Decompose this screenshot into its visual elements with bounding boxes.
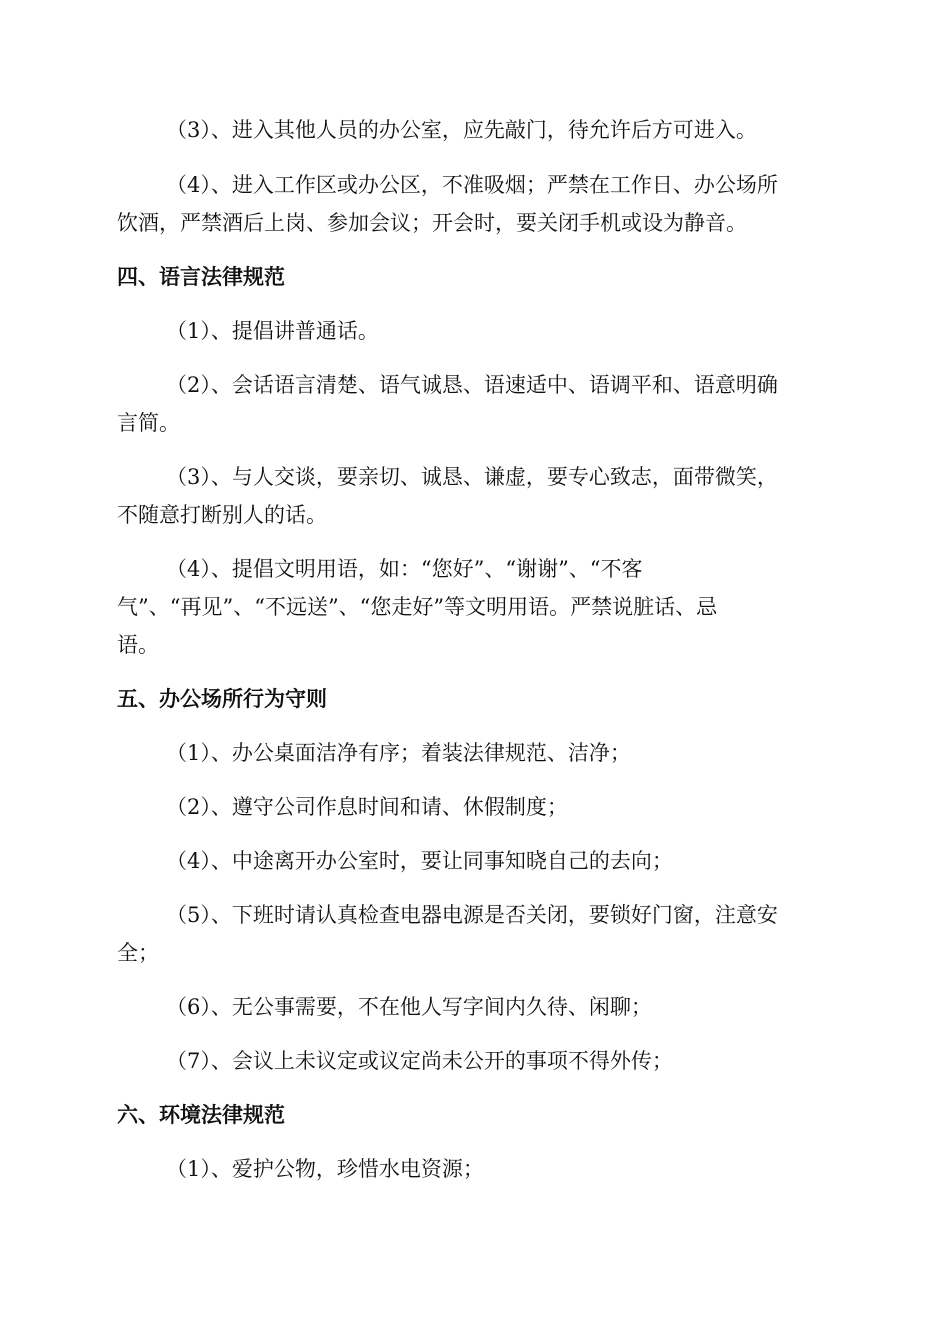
paragraph-line: （2）、遵守公司作息时间和请、休假制度； bbox=[166, 795, 568, 819]
section-heading: 六、环境法律规范 bbox=[117, 1102, 285, 1127]
paragraph-line: 言简。 bbox=[117, 411, 180, 435]
paragraph-line: （1）、办公桌面洁净有序；着装法律规范、洁净； bbox=[166, 741, 631, 765]
paragraph-line: （5）、下班时请认真检查电器电源是否关闭，要锁好门窗，注意安 bbox=[166, 903, 778, 927]
paragraph-line: （7）、会议上未议定或议定尚未公开的事项不得外传； bbox=[166, 1049, 673, 1073]
paragraph-line: 全； bbox=[117, 941, 159, 965]
section-heading: 四、语言法律规范 bbox=[117, 264, 285, 289]
paragraph-line: （3）、进入其他人员的办公室，应先敲门，待允许后方可进入。 bbox=[166, 118, 757, 142]
paragraph-line: （4）、提倡文明用语，如：“您好”、“谢谢”、“不客 bbox=[166, 557, 643, 581]
paragraph-line: （6）、无公事需要，不在他人写字间内久待、闲聊； bbox=[166, 995, 652, 1019]
paragraph-line: （4）、进入工作区或办公区，不准吸烟；严禁在工作日、办公场所 bbox=[166, 173, 778, 197]
paragraph-line: （2）、会话语言清楚、语气诚恳、语速适中、语调平和、语意明确 bbox=[166, 373, 778, 397]
paragraph-line: 饮酒，严禁酒后上岗、参加会议；开会时，要关闭手机或设为静音。 bbox=[117, 211, 747, 235]
paragraph-line: （1）、提倡讲普通话。 bbox=[166, 319, 379, 343]
paragraph-line: （4）、中途离开办公室时，要让同事知晓自己的去向； bbox=[166, 849, 673, 873]
paragraph-line: 不随意打断别人的话。 bbox=[117, 503, 327, 527]
paragraph-line: 语。 bbox=[117, 633, 159, 657]
paragraph-line: （1）、爱护公物，珍惜水电资源； bbox=[166, 1157, 484, 1181]
section-heading: 五、办公场所行为守则 bbox=[117, 686, 327, 711]
paragraph-line: （3）、与人交谈，要亲切、诚恳、谦虚，要专心致志，面带微笑， bbox=[166, 465, 778, 489]
paragraph-line: 气”、“再见”、“不远送”、“您走好”等文明用语。严禁说脏话、忌 bbox=[117, 595, 718, 619]
